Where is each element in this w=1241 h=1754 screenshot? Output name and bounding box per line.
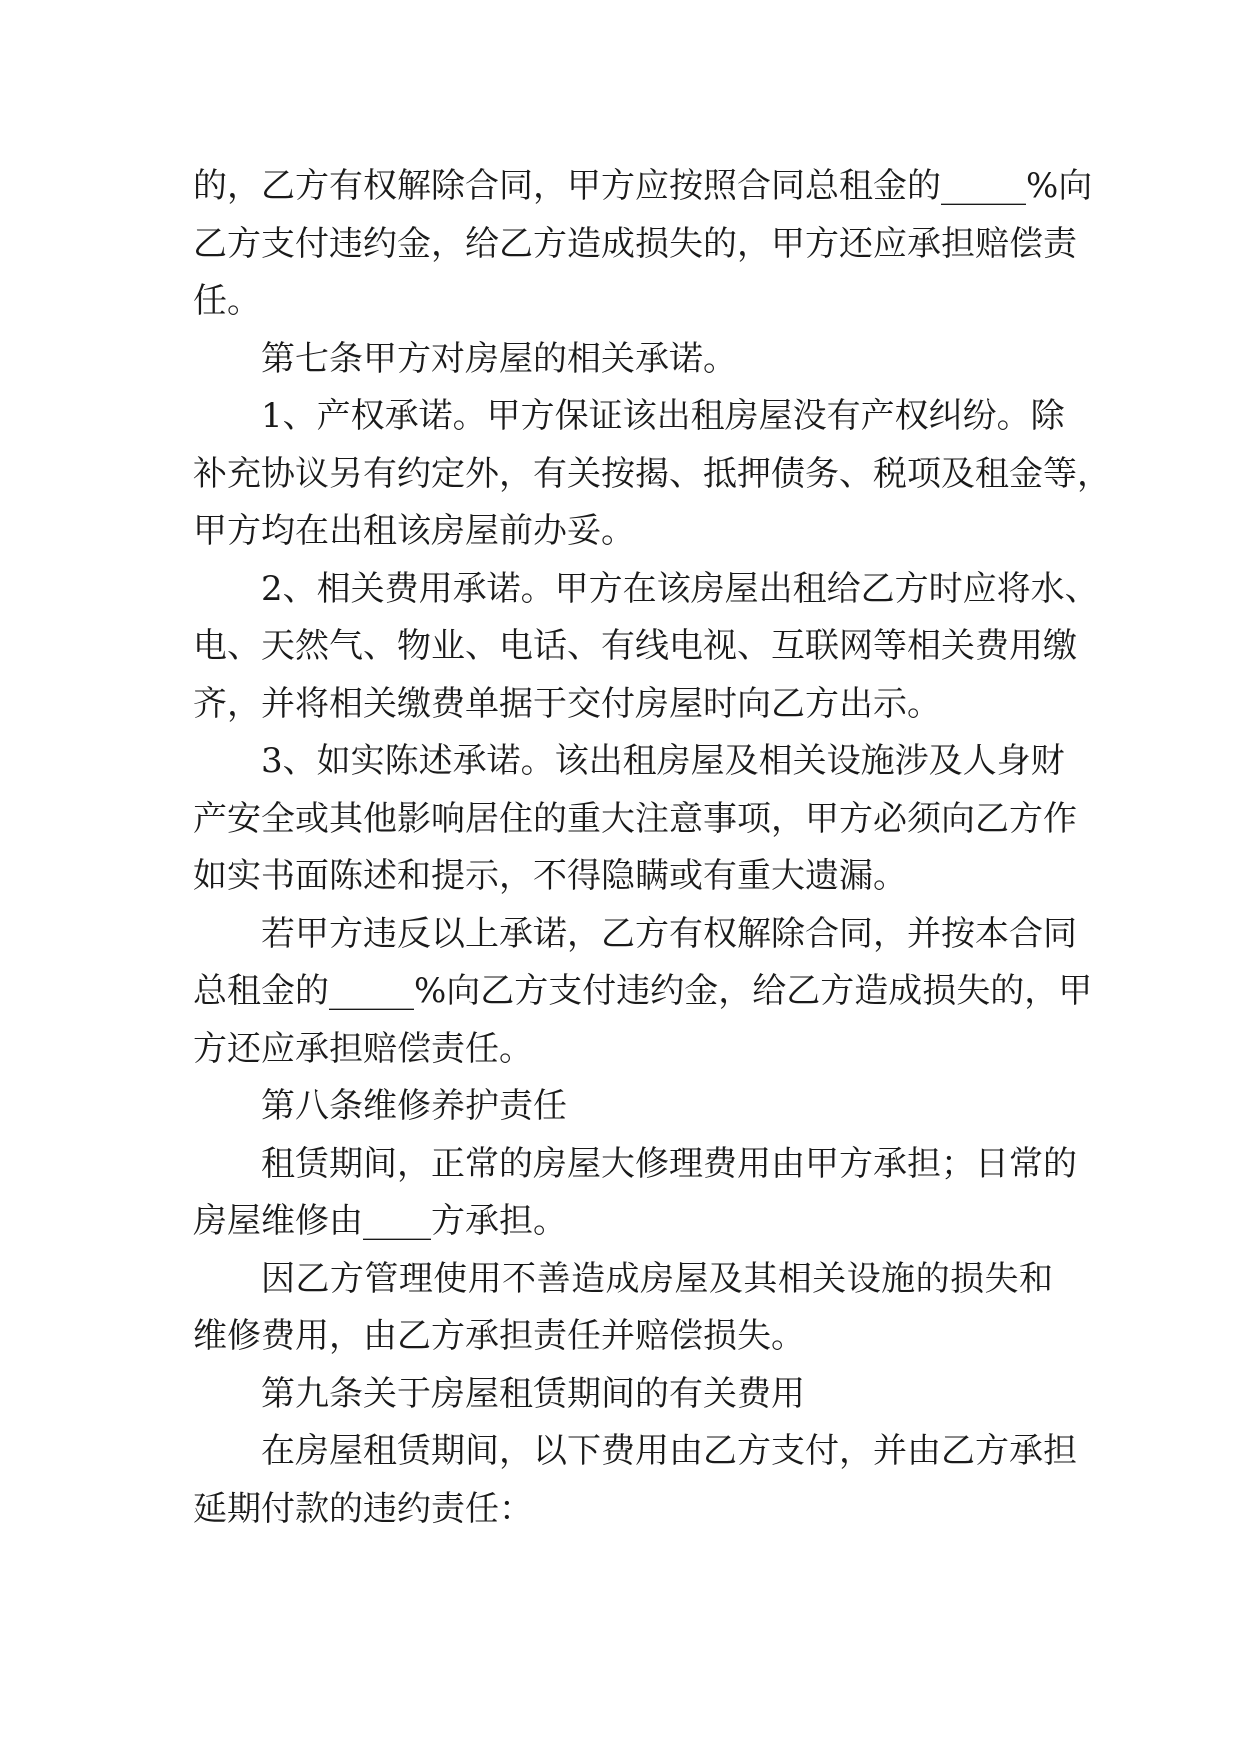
text-line: 若甲方违反以上承诺，乙方有权解除合同，并按本合同 xyxy=(261,913,1077,954)
text-line: 齐，并将相关缴费单据于交付房屋时向乙方出示。 xyxy=(193,683,941,724)
text-line: 在房屋租赁期间，以下费用由乙方支付，并由乙方承担 xyxy=(261,1431,1077,1471)
text-line: 补充协议另有约定外，有关按揭、抵押债务、税项及租金等， xyxy=(193,453,1111,494)
text-line: 乙方支付违约金，给乙方造成损失的，甲方还应承担赔偿责 xyxy=(193,223,1077,264)
article-heading: 第九条关于房屋租赁期间的有关费用 xyxy=(261,1373,805,1414)
text-line: 总租金的_____%向乙方支付违约金，给乙方造成损失的，甲 xyxy=(193,971,1093,1011)
text-line: 延期付款的违约责任： xyxy=(193,1488,533,1529)
text-line: 甲方均在出租该房屋前办妥。 xyxy=(193,511,635,551)
article-heading: 第七条甲方对房屋的相关承诺。 xyxy=(261,338,737,379)
article-heading: 第八条维修养护责任 xyxy=(261,1086,567,1126)
text-line: 房屋维修由____方承担。 xyxy=(193,1201,567,1241)
text-line: 如实书面陈述和提示，不得隐瞒或有重大遗漏。 xyxy=(193,856,907,896)
text-line: 任。 xyxy=(193,281,261,321)
text-line: 租赁期间，正常的房屋大修理费用由甲方承担；日常的 xyxy=(261,1143,1077,1184)
text-line: 因乙方管理使用不善造成房屋及其相关设施的损失和 xyxy=(261,1258,1053,1299)
text-line: 2、相关费用承诺。甲方在该房屋出租给乙方时应将水、 xyxy=(261,568,1099,609)
contract-text xyxy=(193,158,1111,1538)
text-line: 产安全或其他影响居住的重大注意事项，甲方必须向乙方作 xyxy=(193,798,1077,839)
text-line: 1、产权承诺。甲方保证该出租房屋没有产权纠纷。除 xyxy=(261,396,1065,436)
text-line: 3、如实陈述承诺。该出租房屋及相关设施涉及人身财 xyxy=(261,741,1065,781)
text-line: 的，乙方有权解除合同，甲方应按照合同总租金的_____%向 xyxy=(193,166,1093,206)
text-line: 方还应承担赔偿责任。 xyxy=(193,1028,533,1069)
text-line: 维修费用，由乙方承担责任并赔偿损失。 xyxy=(193,1316,805,1356)
text-line: 电、天然气、物业、电话、有线电视、互联网等相关费用缴 xyxy=(193,626,1077,666)
